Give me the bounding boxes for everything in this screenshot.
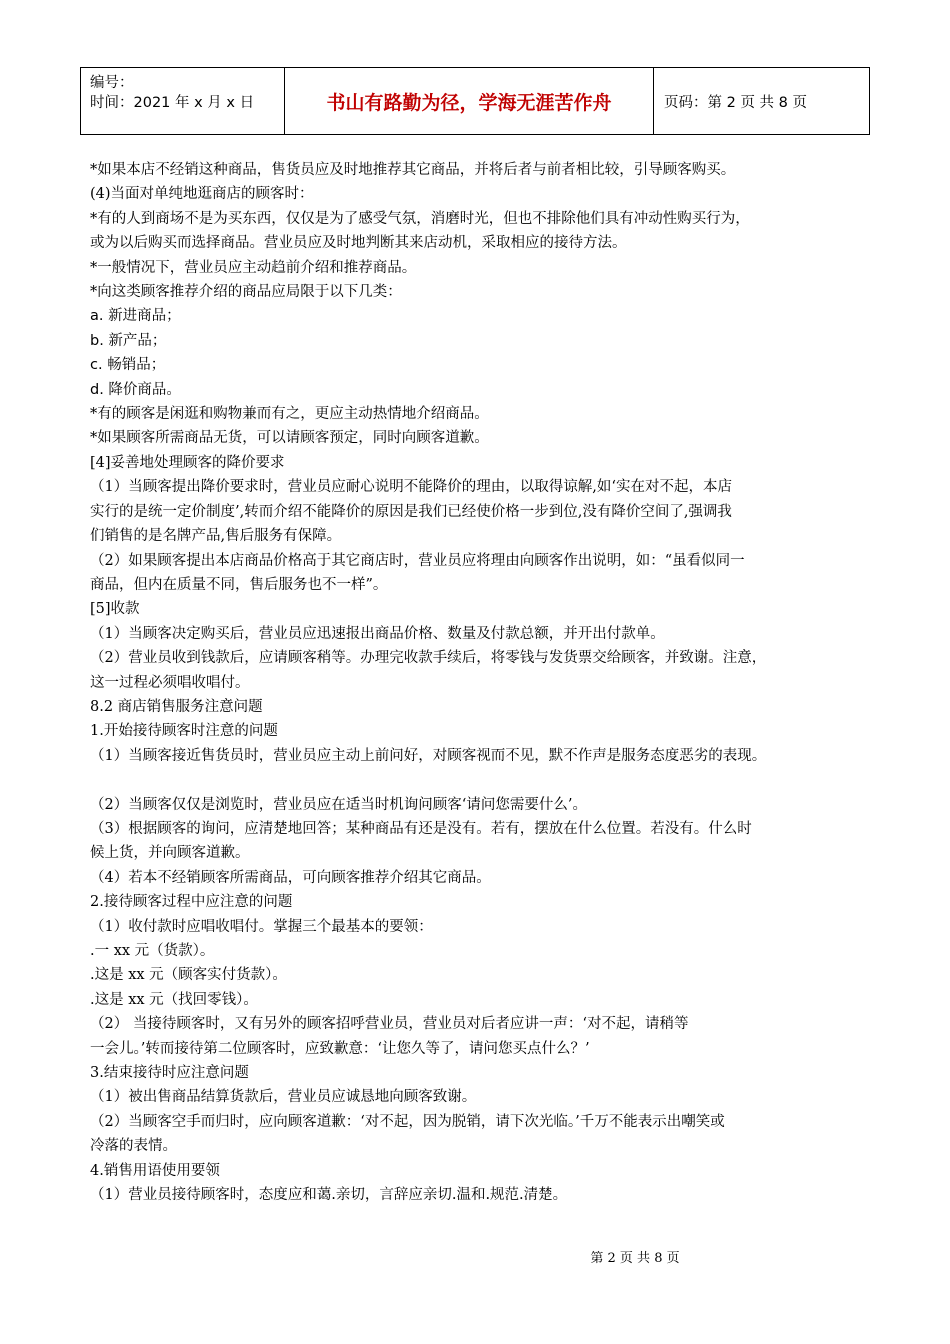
header-time: 时间：2021 年 x 月 x 日 <box>90 95 255 111</box>
subsection-heading: 3.结束接待时应注意问题 <box>90 1065 249 1082</box>
subsection-heading: 4.销售用语使用要领 <box>90 1162 220 1179</box>
text-line: .这是 xx 元（顾客实付货款）。 <box>90 967 287 984</box>
header-number: 编号： <box>90 75 134 91</box>
header-meta <box>81 68 285 134</box>
text-line: *有的人到商场不是为买东西，仅仅是为了感受气氛，消磨时光，但也不排除他们具有冲动性购买行为， <box>90 210 750 227</box>
text-line: （2）当顾客空手而归时，应向顾客道歉：‘对不起，因为脱销，请下次光临。’千万不能表示出嘲笑或 <box>90 1113 725 1130</box>
header-page-number: 页码：第 2 页 共 8 页 <box>664 94 807 111</box>
section-heading: [4]妥善地处理顾客的降价要求 <box>90 454 285 471</box>
text-line: （2） 当接待顾客时，又有另外的顾客招呼营业员，营业员对后者应讲一声：‘对不起，请稍等 <box>90 1016 689 1033</box>
text-line: （1）营业员接待顾客时，态度应和蔼.亲切，言辞应亲切.温和.规范.清楚。 <box>90 1187 568 1204</box>
blank-line <box>90 768 872 792</box>
text-line: 一会儿。’转而接待第二位顾客时，应致歉意：‘让您久等了，请问您买点什么？’ <box>90 1040 590 1057</box>
section-heading: 8.2 商店销售服务注意问题 <box>90 698 263 715</box>
header-motto: 书山有路勤为径，学海无涯苦作舟 <box>285 68 654 134</box>
text-line: (4)当面对单纯地逛商店的顾客时： <box>90 186 314 203</box>
text-line: 商品，但内在质量不同，售后服务也不一样”。 <box>90 576 388 593</box>
subsection-heading: 1.开始接待顾客时注意的问题 <box>90 723 278 740</box>
text-line: *如果本店不经销这种商品，售货员应及时地推荐其它商品，并将后者与前者相比较，引导顾客购买。 <box>90 162 736 178</box>
text-line: *向这类顾客推荐介绍的商品应局限于以下几类： <box>90 284 402 301</box>
text-line: 这一过程必须唱收唱付。 <box>90 674 250 691</box>
list-item: c. 畅销品； <box>90 357 166 374</box>
text-line: *如果顾客所需商品无货，可以请顾客预定，同时向顾客道歉。 <box>90 430 489 447</box>
text-line: （1）收付款时应唱收唱付。掌握三个最基本的要领： <box>90 918 433 935</box>
text-line: .这是 xx 元（找回零钱）。 <box>90 991 258 1008</box>
text-line: 们销售的是名牌产品,售后服务有保障。 <box>90 528 342 545</box>
subsection-heading: 2.接待顾客过程中应注意的问题 <box>90 894 293 911</box>
list-item: b. 新产品； <box>90 332 167 349</box>
document-body <box>90 158 872 1207</box>
text-line: *一般情况下，营业员应主动趋前介绍和推荐商品。 <box>90 259 417 276</box>
page-header <box>80 67 870 135</box>
text-line: 冷落的表情。 <box>90 1138 177 1155</box>
text-line: （4）若本不经销顾客所需商品，可向顾客推荐介绍其它商品。 <box>90 869 491 886</box>
list-item: d. 降价商品。 <box>90 381 181 398</box>
text-line: （1）当顾客接近售货员时，营业员应主动上前问好，对顾客视而不见，默不作声是服务态度恶劣的表现。 <box>90 747 767 764</box>
text-line: （1）被出售商品结算货款后，营业员应诚恳地向顾客致谢。 <box>90 1089 477 1106</box>
text-line: 候上货，并向顾客道歉。 <box>90 845 250 862</box>
text-line: （1）当顾客提出降价要求时，营业员应耐心说明不能降价的理由，以取得谅解,如‘实在对不起，本店 <box>90 479 732 496</box>
list-item: a. 新进商品； <box>90 308 181 325</box>
text-line: （2）如果顾客提出本店商品价格高于其它商店时，营业员应将理由向顾客作出说明，如：“虽看似同一 <box>90 552 745 569</box>
text-line: （2）营业员收到钱款后，应请顾客稍等。办理完收款手续后，将零钱与发货票交给顾客，并致谢。注意， <box>90 650 767 667</box>
text-line: *有的顾客是闲逛和购物兼而有之，更应主动热情地介绍商品。 <box>90 406 489 423</box>
text-line: 或为以后购买而选择商品。营业员应及时地判断其来店动机，采取相应的接待方法。 <box>90 235 627 252</box>
section-heading: [5]收款 <box>90 601 140 618</box>
text-line: .一 xx 元（货款）。 <box>90 942 215 959</box>
text-line: （1）当顾客决定购买后，营业员应迅速报出商品价格、数量及付款总额，并开出付款单。 <box>90 625 665 642</box>
footer-page-number: 第 2 页 共 8 页 <box>590 1251 680 1266</box>
text-line: （3）根据顾客的询问，应清楚地回答；某种商品有还是没有。若有，摆放在什么位置。若没有。什么时 <box>90 820 752 837</box>
page-footer <box>0 1247 950 1266</box>
text-line: 实行的是统一定价制度’,转而介绍不能降价的原因是我们已经使价格一步到位,没有降价空间了,强调我 <box>90 503 732 520</box>
text-line: （2）当顾客仅仅是浏览时，营业员应在适当时机询问顾客‘请问您需要什么’。 <box>90 796 587 813</box>
